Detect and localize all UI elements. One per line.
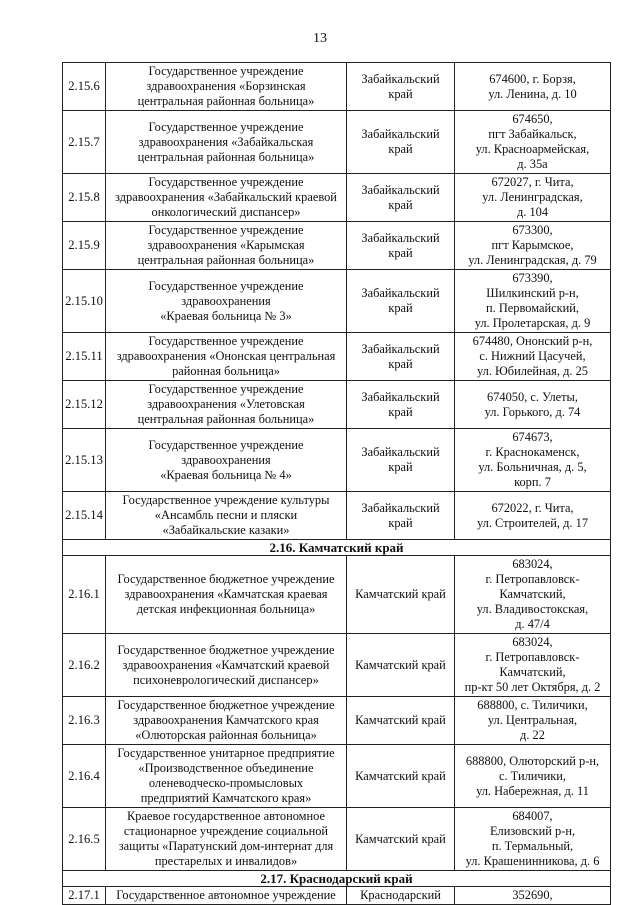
- cell-line: 673300,: [512, 223, 553, 237]
- cell-line: Забайкальский: [361, 286, 440, 300]
- cell-line: центральная районная больница»: [137, 94, 315, 108]
- row-number: 2.17.1: [63, 887, 106, 905]
- cell-line: Забайкальский: [361, 500, 440, 515]
- cell-line: ул. Горького, д. 74: [484, 404, 581, 419]
- cell-line: Государственное автономное учреждение: [116, 888, 336, 902]
- cell-line: край: [388, 245, 413, 260]
- cell-line: край: [388, 86, 413, 101]
- cell-line: оленеводческо-промысловых: [148, 776, 304, 790]
- region: [347, 222, 455, 270]
- region: [347, 745, 455, 808]
- cell-line: Забайкальский: [361, 71, 440, 86]
- cell-line: онкологический диспансер»: [151, 205, 301, 219]
- institution-name: [106, 111, 347, 174]
- cell-line: ул. Ленина, д. 10: [488, 86, 577, 101]
- cell-line: детская инфекционная больница»: [136, 602, 316, 616]
- cell-line: 688800, с. Тиличики,: [477, 698, 588, 712]
- table-row: [63, 174, 611, 222]
- institution-name: [106, 270, 347, 333]
- region: [347, 381, 455, 429]
- section-title: 2.17. Краснодарский край: [63, 871, 611, 887]
- cell-line: край: [388, 404, 413, 419]
- cell-line: край: [388, 356, 413, 371]
- cell-line: Камчатский край: [355, 657, 446, 672]
- cell-line: Камчатский край: [355, 587, 446, 601]
- cell-line: Государственное учреждение: [148, 278, 304, 293]
- cell-line: Государственное учреждение: [148, 175, 304, 189]
- cell-line: Забайкальский: [361, 230, 440, 245]
- cell-line: пгт Забайкальск,: [488, 127, 577, 141]
- cell-line: ул. Красноармейская,: [475, 142, 590, 156]
- cell-line: край: [388, 142, 413, 156]
- address: [455, 222, 611, 270]
- cell-line: центральная районная больница»: [137, 412, 315, 426]
- cell-line: Забайкальский: [361, 445, 440, 459]
- cell-line: Забайкальский: [361, 127, 440, 141]
- cell-line: здравоохранения Камчатского края: [133, 713, 319, 727]
- address: [455, 111, 611, 174]
- institution-name: [106, 429, 347, 492]
- cell-line: Камчатский край: [355, 768, 446, 783]
- cell-line: д. 104: [516, 205, 549, 219]
- page-number: 13: [313, 31, 327, 46]
- institution-name: [106, 63, 347, 111]
- cell-line: ул. Ленинградская,: [482, 190, 583, 204]
- institution-name: [106, 222, 347, 270]
- cell-line: Краевое государственное автономное: [127, 809, 325, 823]
- cell-line: Государственное учреждение: [148, 437, 304, 452]
- cell-line: Государственное учреждение: [148, 64, 304, 78]
- table-row: [63, 333, 611, 381]
- cell-line: Государственное бюджетное учреждение: [117, 642, 335, 657]
- institution-name: [106, 634, 347, 697]
- row-number: 2.15.6: [63, 63, 106, 111]
- cell-line: г. Петропавловск-: [485, 572, 580, 586]
- cell-line: 683024,: [512, 635, 553, 649]
- cell-line: ул. Набережная, д. 11: [476, 783, 589, 798]
- cell-line: пр-кт 50 лет Октября, д. 2: [464, 680, 601, 694]
- region: [347, 429, 455, 492]
- table-row: [63, 634, 611, 697]
- region: [347, 556, 455, 634]
- cell-line: Шилкинский р-н,: [486, 286, 579, 300]
- cell-line: ул. Пролетарская, д. 9: [474, 316, 591, 330]
- cell-line: Краснодарский: [360, 888, 441, 902]
- cell-line: 674673,: [512, 430, 553, 444]
- address: [455, 270, 611, 333]
- cell-line: ул. Центральная,: [487, 713, 578, 727]
- cell-line: Государственное учреждение: [148, 382, 304, 396]
- cell-line: д. 22: [520, 728, 545, 742]
- cell-line: д. 47/4: [515, 617, 550, 631]
- table-body: [63, 63, 611, 905]
- cell-line: п. Термальный,: [491, 839, 574, 853]
- row-number: 2.15.11: [63, 333, 106, 381]
- table-row: [63, 697, 611, 745]
- cell-line: «Забайкальские казаки»: [162, 523, 290, 537]
- cell-line: здравоохранения «Забайкальский краевой: [115, 190, 337, 204]
- row-number: 2.15.14: [63, 492, 106, 540]
- cell-line: д. 35а: [517, 157, 548, 171]
- row-number: 2.15.8: [63, 174, 106, 222]
- cell-line: пгт Карымское,: [491, 238, 574, 252]
- cell-line: с. Нижний Цасучей,: [479, 349, 586, 363]
- institution-name: [106, 808, 347, 871]
- cell-line: 683024,: [512, 557, 553, 571]
- cell-line: 672027, г. Чита,: [491, 175, 574, 189]
- region: [347, 808, 455, 871]
- table-row: [63, 222, 611, 270]
- table-row: [63, 492, 611, 540]
- cell-line: престарелых и инвалидов»: [154, 854, 298, 868]
- region: [347, 174, 455, 222]
- cell-line: здравоохранения «Карымская: [147, 238, 305, 252]
- table-row: [63, 63, 611, 111]
- row-number: 2.15.7: [63, 111, 106, 174]
- table-row: [63, 556, 611, 634]
- cell-line: здравоохранения «Камчатский краевой: [122, 657, 330, 672]
- cell-line: Забайкальский: [361, 341, 440, 356]
- address: [455, 887, 611, 905]
- address: [455, 492, 611, 540]
- cell-line: 688800, Олюторский р-н,: [465, 753, 600, 768]
- section-title: 2.16. Камчатский край: [63, 540, 611, 556]
- row-number: 2.16.3: [63, 697, 106, 745]
- cell-line: ул. Юбилейная, д. 25: [477, 364, 588, 378]
- cell-line: предприятий Камчатского края»: [140, 791, 312, 805]
- cell-line: 352690,: [512, 888, 553, 902]
- row-number: 2.15.9: [63, 222, 106, 270]
- cell-line: Забайкальский: [361, 389, 440, 404]
- cell-line: Государственное учреждение: [148, 334, 304, 348]
- cell-line: здравоохранения «Улетовская: [147, 397, 305, 411]
- cell-line: Камчатский,: [499, 587, 566, 601]
- table-row: [63, 111, 611, 174]
- cell-line: Государственное бюджетное учреждение: [117, 572, 335, 586]
- cell-line: край: [388, 197, 413, 212]
- table-row: [63, 745, 611, 808]
- institution-name: [106, 333, 347, 381]
- address: [455, 381, 611, 429]
- address: [455, 745, 611, 808]
- cell-line: здравоохранения «Ононская центральная: [116, 349, 336, 363]
- table-row: [63, 429, 611, 492]
- cell-line: здравоохранения: [181, 293, 271, 308]
- region: [347, 697, 455, 745]
- institutions-table: [62, 62, 611, 905]
- cell-line: ул. Крашенинникова, д. 6: [465, 854, 600, 868]
- address: [455, 808, 611, 871]
- section-header-row: [63, 540, 611, 556]
- cell-line: «Ансамбль песни и пляски: [154, 508, 298, 522]
- cell-line: ул. Ленинградская, д. 79: [468, 253, 597, 267]
- cell-line: Государственное бюджетное учреждение: [117, 698, 335, 712]
- row-number: 2.16.4: [63, 745, 106, 808]
- address: [455, 63, 611, 111]
- institution-name: [106, 556, 347, 634]
- table-row: [63, 270, 611, 333]
- cell-line: ул. Больничная, д. 5,: [478, 460, 587, 474]
- cell-line: защиты «Паратунский дом-интернат для: [118, 839, 334, 853]
- region: [347, 63, 455, 111]
- cell-line: Камчатский,: [499, 665, 566, 679]
- institution-name: [106, 174, 347, 222]
- table-row: [63, 381, 611, 429]
- institution-name: [106, 492, 347, 540]
- cell-line: центральная районная больница»: [137, 253, 315, 267]
- cell-line: ул. Владивостокская,: [476, 602, 589, 616]
- region: [347, 270, 455, 333]
- address: [455, 634, 611, 697]
- region: [347, 887, 455, 905]
- cell-line: «Производственное объединение: [138, 761, 314, 775]
- cell-line: Камчатский край: [355, 713, 446, 727]
- row-number: 2.15.12: [63, 381, 106, 429]
- table-row: [63, 808, 611, 871]
- cell-line: «Краевая больница № 3»: [160, 308, 292, 323]
- cell-line: 674650,: [512, 112, 553, 126]
- cell-line: районная больница»: [172, 364, 280, 378]
- cell-line: 674600, г. Борзя,: [489, 71, 576, 86]
- institution-name: [106, 745, 347, 808]
- cell-line: п. Первомайский,: [486, 301, 579, 315]
- cell-line: «Краевая больница № 4»: [160, 467, 292, 482]
- address: [455, 174, 611, 222]
- cell-line: Елизовский р-н,: [489, 824, 576, 838]
- region: [347, 634, 455, 697]
- cell-line: корп. 7: [514, 475, 551, 489]
- row-number: 2.15.13: [63, 429, 106, 492]
- row-number: 2.16.5: [63, 808, 106, 871]
- cell-line: ул. Строителей, д. 17: [476, 515, 589, 530]
- cell-line: г. Петропавловск-: [485, 650, 580, 664]
- cell-line: стационарное учреждение социальной: [123, 824, 329, 838]
- row-number: 2.15.10: [63, 270, 106, 333]
- cell-line: 672022, г. Чита,: [491, 500, 574, 515]
- cell-line: 673390,: [512, 271, 553, 285]
- institution-name: [106, 887, 347, 905]
- cell-line: «Олюторская районная больница»: [135, 728, 317, 742]
- cell-line: здравоохранения «Борзинская: [146, 79, 306, 93]
- institution-name: [106, 381, 347, 429]
- cell-line: 674480, Ононский р-н,: [472, 334, 593, 348]
- cell-line: здравоохранения: [181, 452, 271, 467]
- cell-line: Государственное учреждение: [148, 223, 304, 237]
- cell-line: край: [388, 515, 413, 530]
- cell-line: с. Тиличики,: [498, 768, 566, 783]
- region: [347, 333, 455, 381]
- cell-line: центральная районная больница»: [137, 149, 315, 164]
- row-number: 2.16.2: [63, 634, 106, 697]
- cell-line: Камчатский край: [355, 831, 446, 846]
- cell-line: край: [388, 301, 413, 315]
- address: [455, 697, 611, 745]
- address: [455, 429, 611, 492]
- region: [347, 492, 455, 540]
- cell-line: Государственное учреждение культуры: [122, 493, 330, 507]
- cell-line: здравоохранения «Забайкальская: [138, 134, 314, 149]
- table-row: [63, 887, 611, 905]
- address: [455, 556, 611, 634]
- cell-line: Забайкальский: [361, 182, 440, 197]
- cell-line: психоневрологический диспансер»: [133, 672, 319, 687]
- cell-line: 674050, с. Улеты,: [487, 389, 578, 404]
- cell-line: Государственное унитарное предприятие: [117, 746, 335, 760]
- cell-line: 684007,: [512, 809, 553, 823]
- cell-line: край: [388, 460, 413, 474]
- cell-line: Государственное учреждение: [148, 119, 304, 134]
- section-header-row: [63, 871, 611, 887]
- institution-name: [106, 697, 347, 745]
- region: [347, 111, 455, 174]
- address: [455, 333, 611, 381]
- cell-line: г. Краснокаменск,: [485, 445, 580, 459]
- row-number: 2.16.1: [63, 556, 106, 634]
- cell-line: здравоохранения «Камчатская краевая: [124, 587, 328, 601]
